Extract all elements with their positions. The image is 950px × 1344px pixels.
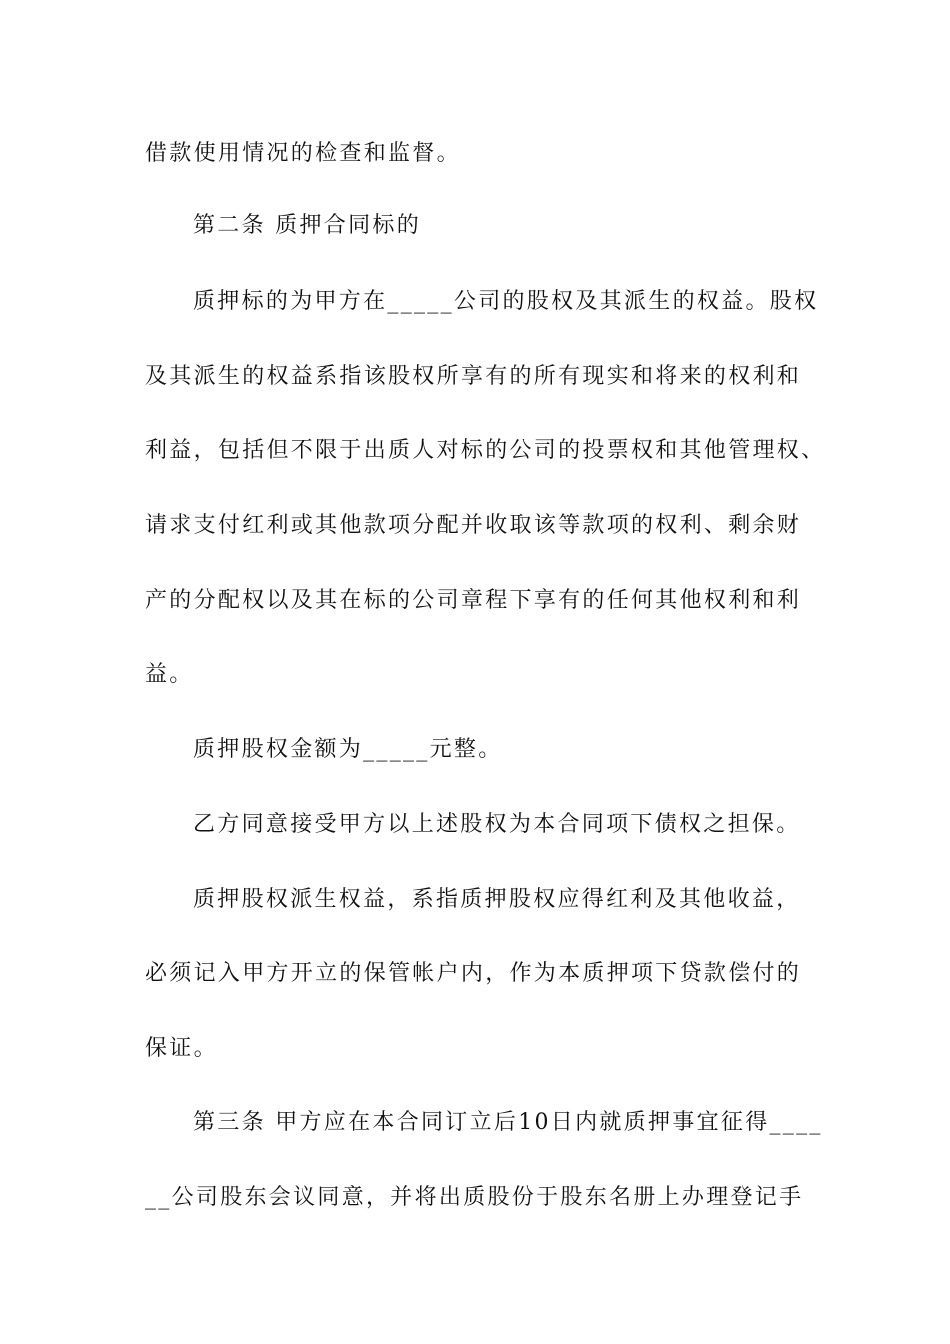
paragraph-line: 益。 xyxy=(145,662,194,687)
paragraph-line: 请求支付红利或其他款项分配并收取该等款项的权利、剩余财 xyxy=(145,513,802,538)
paragraph-line: 质押股权金额为_____元整。 xyxy=(193,737,503,762)
paragraph-line: 保证。 xyxy=(145,1036,218,1061)
paragraph-line: __公司股东会议同意，并将出质股份于股东名册上办理登记手 xyxy=(145,1185,804,1210)
paragraph-line: 质押标的为甲方在_____公司的股权及其派生的权益。股权 xyxy=(193,289,819,314)
paragraph-line: 利益，包括但不限于出质人对标的公司的投票权和其他管理权、 xyxy=(145,438,826,463)
paragraph-line: 产的分配权以及其在标的公司章程下享有的任何其他权利和利 xyxy=(145,588,802,613)
paragraph-line: 乙方同意接受甲方以上述股权为本合同项下债权之担保。 xyxy=(193,812,801,837)
paragraph-line: 及其派生的权益系指该股权所享有的所有现实和将来的权利和 xyxy=(145,364,802,389)
paragraph-line: 必须记入甲方开立的保管帐户内，作为本质押项下贷款偿付的 xyxy=(145,961,802,986)
article-heading: 第三条 甲方应在本合同订立后10日内就质押事宜征得____ xyxy=(193,1110,823,1135)
paragraph-line: 质押股权派生权益，系指质押股权应得红利及其他收益， xyxy=(193,887,801,912)
paragraph-line: 借款使用情况的检查和监督。 xyxy=(145,141,461,166)
article-heading: 第二条 质押合同标的 xyxy=(193,213,421,238)
